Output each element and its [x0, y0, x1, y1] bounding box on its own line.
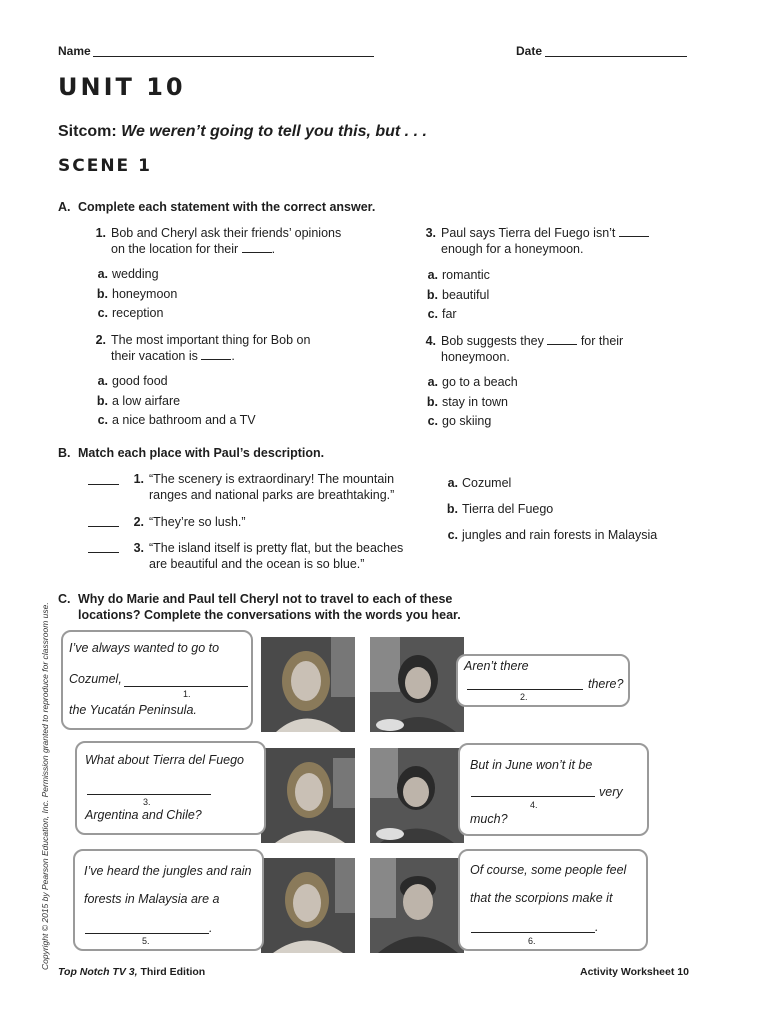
answer-blank[interactable] [547, 344, 577, 345]
date-line[interactable] [545, 56, 687, 57]
option[interactable]: b. stay in town [426, 394, 509, 409]
name-line[interactable] [93, 56, 374, 57]
still-photo-cheryl-3 [261, 858, 355, 953]
question-a1: 1. Bob and Cheryl ask their friends’ opinions on the location for their . [95, 226, 342, 256]
date-label: Date [516, 44, 543, 58]
question-a4: 4. Bob suggests they for their honeymoon. [425, 334, 624, 364]
woman-portrait-icon [261, 637, 355, 732]
still-photo-cheryl-1 [261, 637, 355, 732]
option[interactable]: b. honeymoon [96, 286, 178, 301]
unit-title: UNIT 10 [58, 73, 186, 101]
match-places [440, 470, 657, 548]
answer-blank-2[interactable] [467, 689, 583, 690]
footer-worksheet-label: Activity Worksheet 10 [580, 966, 689, 978]
match-blank-3[interactable] [88, 552, 119, 553]
option[interactable]: b. beautiful [426, 287, 490, 302]
answer-blank-4[interactable] [471, 796, 595, 797]
still-photo-marie-2 [370, 748, 464, 843]
answer-blank[interactable] [619, 236, 649, 237]
still-photo-cheryl-2 [261, 748, 355, 843]
still-photo-paul [370, 858, 464, 953]
options-a4 [420, 373, 518, 432]
options-a2 [90, 372, 256, 431]
option[interactable]: c. go skiing [427, 414, 492, 428]
speech-bubble-1: I’ve always wanted to go to Cozumel, 1. the Yucatán Peninsula. [61, 630, 253, 730]
option[interactable]: b. a low airfare [96, 393, 181, 408]
sitcom-label: Sitcom: [58, 123, 117, 140]
question-a3: 3. Paul says Tierra del Fuego isn’t enough for a honeymoon. [420, 225, 720, 257]
answer-blank[interactable] [242, 252, 272, 253]
option[interactable]: a. good food [97, 374, 168, 388]
options-a3 [420, 266, 490, 325]
option[interactable]: a. go to a beach [427, 375, 518, 389]
place-option: c. jungles and rain forests in Malaysia [447, 528, 658, 542]
match-blank-1[interactable] [88, 484, 119, 485]
option[interactable]: c. a nice bathroom and a TV [97, 413, 256, 427]
option[interactable]: a. romantic [427, 268, 490, 282]
speech-bubble-5: I’ve heard the jungles and rain forests in Malaysia are a . 5. [73, 849, 264, 951]
match-item-1: 1. “The scenery is extraordinary! The mountain ranges and national parks are breathtaking.” [133, 472, 395, 502]
question-a2: 2. The most important thing for Bob on their vacation is . [95, 333, 311, 363]
match-blank-2[interactable] [88, 526, 119, 527]
answer-blank-6[interactable] [471, 932, 595, 933]
speech-bubble-3: What about Tierra del Fuego 3. Argentina and Chile? [75, 741, 266, 835]
place-option: b. Tierra del Fuego [446, 502, 554, 516]
name-label: Name [58, 44, 91, 58]
section-a-instruction: A. Complete each statement with the correct answer. [58, 200, 376, 214]
woman-portrait-icon [261, 748, 355, 843]
speech-bubble-6: Of course, some people feel that the scorpions make it . 6. [458, 849, 648, 951]
section-b-instruction: B. Match each place with Paul’s description. [58, 446, 325, 460]
scene-title: SCENE 1 [58, 156, 152, 176]
match-item-2: 2. “They’re so lush.” [133, 515, 246, 529]
sitcom-title: We weren’t going to tell you this, but . . . [121, 123, 427, 140]
match-item-3: 3. “The island itself is pretty flat, but the beaches are beautiful and the ocean is so blue.” [133, 541, 404, 571]
section-c-instruction: C. Why do Marie and Paul tell Cheryl not to travel to each of these locations? Complete the conversations with the words you hear. [58, 592, 461, 622]
sitcom-heading [58, 123, 427, 141]
woman-portrait-icon [261, 858, 355, 953]
speech-bubble-4: But in June won’t it be very 4. much? [458, 743, 649, 836]
place-option: a. Cozumel [447, 476, 512, 490]
option[interactable]: a. wedding [97, 267, 159, 281]
option[interactable]: c. reception [97, 306, 164, 320]
answer-blank-1[interactable] [124, 686, 248, 687]
woman-portrait-icon [370, 748, 464, 843]
speech-bubble-2: Aren’t there there? 2. [456, 654, 630, 707]
option[interactable]: c. far [427, 307, 457, 321]
still-photo-marie-1 [370, 637, 464, 732]
copyright-notice: Copyright © 2015 by Pearson Education, Inc. Permission granted to reproduce for classroom use. [40, 602, 50, 970]
answer-blank-3[interactable] [87, 794, 211, 795]
footer-book-title: Top Notch TV 3, Third Edition [58, 966, 206, 978]
answer-blank[interactable] [201, 359, 231, 360]
woman-portrait-icon [370, 637, 464, 732]
man-portrait-icon [370, 858, 464, 953]
options-a1 [90, 265, 177, 324]
answer-blank-5[interactable] [85, 933, 209, 934]
